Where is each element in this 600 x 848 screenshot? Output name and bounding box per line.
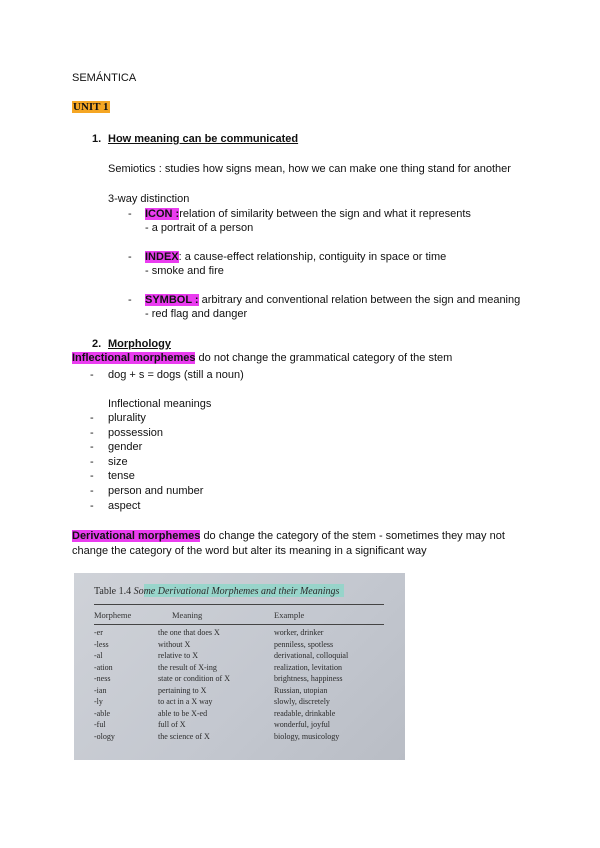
distinction-label: 3-way distinction (108, 193, 190, 205)
derivational-term: Derivational morphemes (72, 530, 201, 542)
bullet-dash: - (128, 208, 132, 220)
table-header-meaning: Meaning (172, 610, 203, 620)
table-cell-example: wonderful, joyful (274, 720, 330, 729)
bullet-dash: - (90, 412, 94, 424)
bullet-dash: - (90, 456, 94, 468)
inflectional-text: do not change the grammatical category of the stem (198, 352, 453, 364)
section-number: 2. (92, 338, 102, 350)
table-cell-meaning: relative to X (158, 651, 198, 660)
table-cell-morpheme: -ful (94, 720, 106, 729)
table-cell-morpheme: -less (94, 639, 109, 649)
table-cell-example: realization, levitation (274, 662, 342, 672)
table-rule (94, 604, 384, 605)
index-definition (145, 251, 446, 263)
inflectional-definition (72, 352, 452, 364)
table-cell-morpheme: -able (94, 708, 110, 718)
table-cell-meaning: to act in a X way (158, 697, 213, 706)
table-rule (94, 624, 384, 625)
list-item: size (108, 456, 128, 468)
table-cell-morpheme: -ian (94, 685, 107, 695)
table-row (74, 663, 405, 674)
symbol-definition (145, 294, 520, 306)
derivational-definition (72, 530, 505, 542)
table-caption (94, 586, 339, 597)
bullet-dash: - (90, 470, 94, 482)
table-caption-label: Table 1.4 (94, 586, 132, 597)
table-row (74, 697, 405, 708)
table-cell-meaning: full of X (158, 720, 186, 729)
table-cell-example: slowly, discretely (274, 697, 330, 706)
bullet-dash: - (90, 485, 94, 497)
list-item: person and number (108, 485, 204, 497)
table-header-morpheme: Morpheme (94, 610, 132, 620)
table-cell-example: penniless, spotless (274, 639, 334, 649)
list-item: possession (108, 427, 164, 439)
inflectional-meanings-title: Inflectional meanings (108, 398, 212, 410)
table-cell-example: derivational, colloquial (274, 651, 349, 660)
table-row (74, 720, 405, 731)
inflectional-term: Inflectional morphemes (72, 352, 196, 364)
list-item: gender (108, 441, 143, 453)
table-cell-example: Russian, utopian (274, 685, 328, 695)
table-cell-meaning: without X (158, 639, 191, 649)
semiotics-definition: Semiotics : studies how signs mean, how we can make one thing stand for another (108, 163, 511, 175)
symbol-example: - red flag and danger (145, 308, 248, 320)
icon-example: - a portrait of a person (145, 222, 254, 234)
table-cell-morpheme: -ation (94, 662, 113, 672)
icon-text: relation of similarity between the sign and what it represents (179, 208, 471, 220)
list-item: plurality (108, 412, 146, 424)
table-caption-text: Some Derivational Morphemes and their Meanings (133, 586, 340, 597)
document-title: SEMÁNTICA (72, 72, 137, 84)
table-cell-meaning: the one that does X (158, 628, 220, 637)
list-item: aspect (108, 500, 141, 512)
derivational-text-continued: change the category of the word but alter its meaning in a significant way (72, 545, 427, 557)
table-row (74, 651, 405, 662)
section-number: 1. (92, 133, 102, 145)
bullet-dash: - (90, 369, 94, 381)
bullet-dash: - (128, 251, 132, 263)
derivational-text: do change the category of the stem - sometimes they may not (203, 530, 505, 542)
table-row (74, 709, 405, 720)
index-example: - smoke and fire (145, 265, 224, 277)
table-cell-example: brightness, happiness (274, 674, 343, 683)
table-photo (74, 573, 405, 760)
table-cell-example: readable, drinkable (274, 708, 336, 718)
table-cell-meaning: the result of X-ing (158, 662, 217, 672)
table-cell-meaning: state or condition of X (158, 674, 230, 683)
table-cell-morpheme: -er (94, 628, 103, 637)
table-row (74, 628, 405, 639)
table-header-example: Example (274, 610, 305, 620)
table-cell-morpheme: -ology (94, 731, 115, 741)
table-row (74, 640, 405, 651)
table-row (74, 674, 405, 685)
list-item: tense (108, 470, 135, 482)
icon-definition (145, 208, 471, 220)
bullet-dash: - (90, 500, 94, 512)
unit-label: UNIT 1 (73, 101, 109, 113)
bullet-dash: - (90, 427, 94, 439)
index-text: : a cause-effect relationship, contiguity in space or time (178, 251, 447, 263)
table-cell-morpheme: -ness (94, 674, 111, 683)
table-cell-morpheme: -ly (94, 697, 103, 706)
table-cell-example: biology, musicology (274, 731, 340, 741)
bullet-dash: - (128, 294, 132, 306)
symbol-term: SYMBOL : (145, 294, 199, 306)
section-heading: Morphology (108, 338, 171, 350)
table-cell-meaning: pertaining to X (158, 685, 207, 695)
table-cell-morpheme: -al (94, 651, 103, 660)
table-cell-example: worker, drinker (274, 628, 324, 637)
inflectional-example: dog + s = dogs (still a noun) (108, 369, 244, 381)
table-cell-meaning: able to be X-ed (158, 708, 208, 718)
table-row (74, 686, 405, 697)
symbol-text: arbitrary and conventional relation between the sign and meaning (201, 294, 521, 306)
index-term: INDEX (145, 251, 179, 263)
table-row (74, 732, 405, 743)
table-cell-meaning: the science of X (158, 731, 210, 741)
section-heading: How meaning can be communicated (108, 133, 299, 145)
icon-term: ICON : (145, 208, 180, 220)
bullet-dash: - (90, 441, 94, 453)
